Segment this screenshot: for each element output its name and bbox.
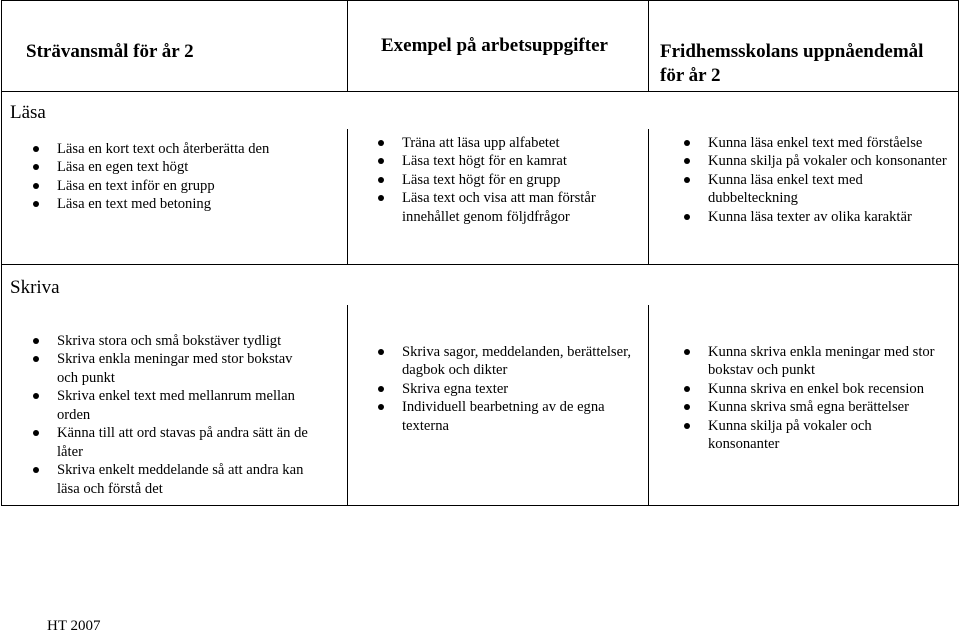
list-item: Kunna läsa enkel text med dubbelteckning (683, 171, 950, 208)
list-item: Kunna skriva en enkel bok recension (683, 380, 946, 399)
list-item: Skriva stora och små bokstäver tydligt (32, 332, 317, 351)
header-row (2, 1, 959, 92)
section-content-row-lasa (2, 129, 959, 265)
header-cell-goals (2, 1, 348, 92)
list-item: Läsa en kort text och återberätta den (32, 140, 339, 159)
lasa-examples-list (348, 129, 648, 227)
lasa-goals-list (2, 129, 347, 214)
header-goals: Strävansmål för år 2 (26, 41, 194, 62)
header-targets: Fridhemsskolans uppnåendemål för år 2 (660, 41, 924, 86)
list-item: Kunna skriva små egna berättelser (683, 398, 946, 417)
list-item: Läsa en text med betoning (32, 195, 339, 214)
skriva-examples-list (348, 305, 648, 436)
list-item: Skriva egna texter (377, 380, 636, 399)
list-item: Träna att läsa upp alfabetet (377, 134, 640, 153)
section-title-lasa: Läsa (10, 102, 46, 123)
section-title-row-skriva (2, 265, 959, 305)
list-item: Känna till att ord stavas på andra sätt än de låter (32, 424, 317, 461)
skriva-goals-cell (2, 305, 348, 506)
list-item: Läsa en egen text högt (32, 158, 339, 177)
section-title-skriva: Skriva (10, 277, 60, 298)
lasa-goals-cell (2, 129, 348, 265)
list-item: Kunna skriva enkla meningar med stor bokstav och punkt (683, 343, 946, 380)
goals-table (1, 0, 959, 506)
footer-term: HT 2007 (47, 618, 101, 634)
list-item: Skriva enkel text med mellanrum mellan orden (32, 387, 317, 424)
list-item: Kunna läsa enkel text med förståelse (683, 134, 950, 153)
section-title-cell-lasa (2, 92, 959, 129)
list-item: Skriva sagor, meddelanden, berättelser, dagbok och dikter (377, 343, 636, 380)
section-title-cell-skriva (2, 265, 959, 305)
list-item: Läsa text högt för en grupp (377, 171, 640, 190)
list-item: Individuell bearbetning av de egna texterna (377, 398, 636, 435)
header-cell-targets (649, 1, 959, 92)
header-cell-examples (348, 1, 649, 92)
skriva-goals-list (2, 305, 347, 499)
list-item: Kunna läsa texter av olika karaktär (683, 208, 950, 227)
lasa-examples-cell (348, 129, 649, 265)
list-item: Läsa en text inför en grupp (32, 177, 339, 196)
list-item: Skriva enkla meningar med stor bokstav och punkt (32, 350, 317, 387)
list-item: Skriva enkelt meddelande så att andra kan läsa och förstå det (32, 461, 317, 498)
list-item: Läsa text och visa att man förstår innehållet genom följdfrågor (377, 189, 640, 226)
list-item: Kunna skilja på vokaler och konsonanter (683, 152, 950, 171)
list-item: Läsa text högt för en kamrat (377, 152, 640, 171)
list-item: Kunna skilja på vokaler och konsonanter (683, 417, 946, 454)
skriva-targets-list (649, 305, 958, 454)
lasa-targets-cell (649, 129, 959, 265)
header-examples: Exempel på arbetsuppgifter (381, 35, 608, 56)
section-content-row-skriva (2, 305, 959, 506)
skriva-examples-cell (348, 305, 649, 506)
skriva-targets-cell (649, 305, 959, 506)
section-title-row-lasa (2, 92, 959, 129)
lasa-targets-list (649, 129, 958, 227)
